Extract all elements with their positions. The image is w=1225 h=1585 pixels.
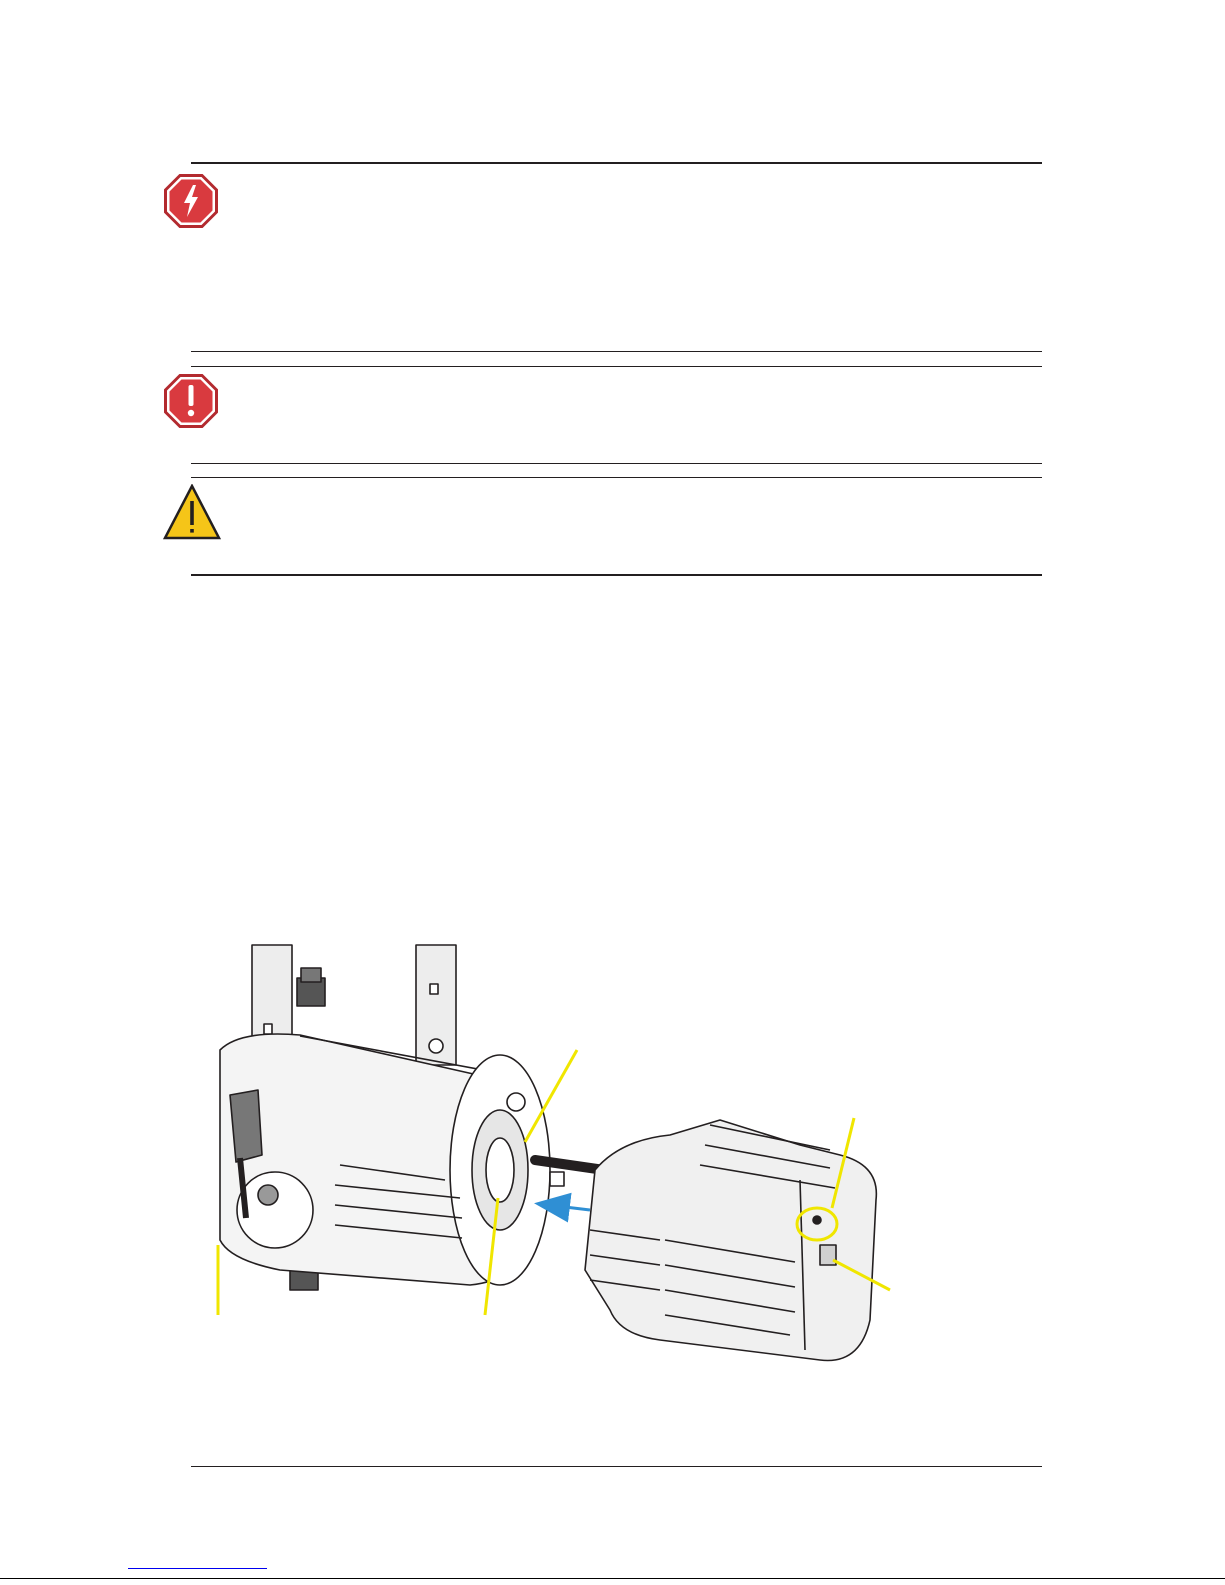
lightning-stop-sign-icon	[163, 173, 219, 229]
exclamation-stop-sign-icon	[163, 373, 219, 429]
footer-rule	[191, 1466, 1042, 1467]
link-underline[interactable]	[128, 1568, 267, 1569]
divider-rule	[191, 463, 1042, 464]
warning-section-top-rule	[191, 162, 1042, 164]
divider-rule	[191, 477, 1042, 478]
page-bottom-edge	[0, 1578, 1225, 1579]
warning-section-bottom-rule	[191, 574, 1042, 576]
fixture-illustration	[200, 940, 900, 1380]
divider-rule	[191, 351, 1042, 352]
divider-rule	[191, 366, 1042, 367]
caution-triangle-icon	[163, 484, 221, 540]
